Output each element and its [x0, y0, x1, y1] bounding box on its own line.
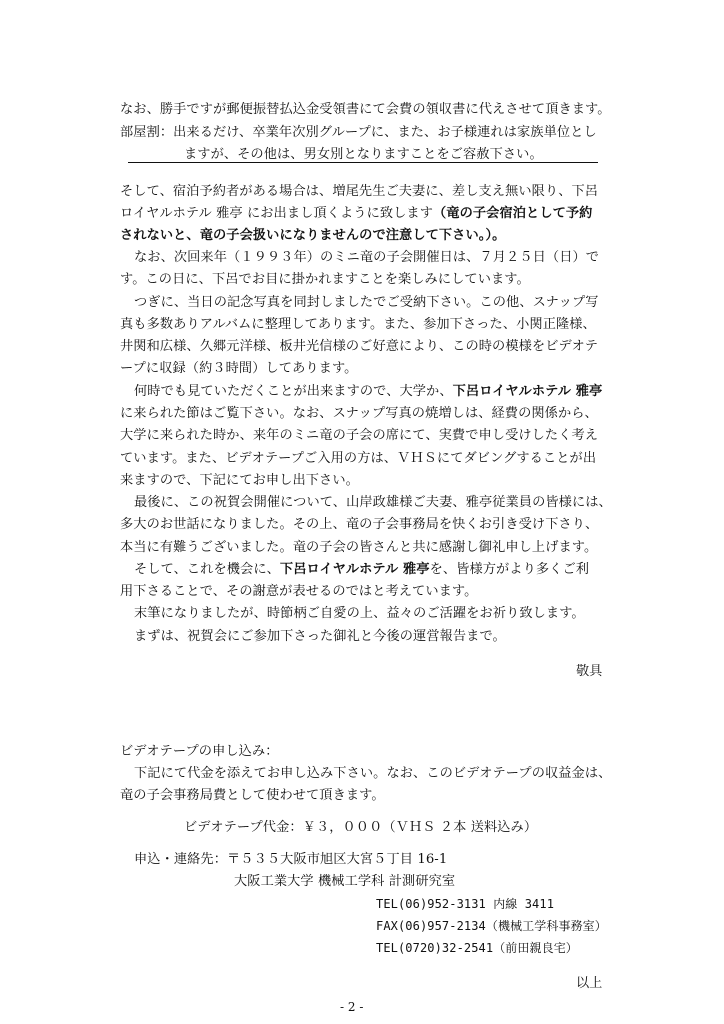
- video-line: 下記にて代金を添えてお申し込み下さい。なお、このビデオテープの収益金は、: [134, 766, 612, 781]
- body-line: 井関和広様、久郷元洋様、板井光信様のご好意により、この時の模様をビデオテ: [120, 339, 599, 354]
- body-line: す。この日に、下呂でお目に掛かれますことを楽しみにしています。: [120, 272, 530, 287]
- room-assignment-line-2: ますが、その他は、男女別となりますことをご容赦下さい。: [184, 147, 543, 162]
- body-line: 大学に来られた時か、来年のミニ竜の子会の席にて、実費で申し受けしたく考え: [120, 428, 599, 443]
- video-line: 竜の子会事務局費として使わせて頂きます。: [120, 788, 385, 803]
- body-text: を、皆様方がより多くご利: [429, 562, 590, 577]
- body-line: 用下さることで、その謝意が表せるのではと考えています。: [120, 584, 478, 599]
- section-divider: [128, 162, 598, 163]
- body-line: [134, 558, 589, 577]
- body-line: なお、次回来年（１９９３年）のミニ竜の子会開催日は、７月２５日（日）で: [134, 250, 600, 265]
- receipt-note: なお、勝手ですが郵便振替払込金受領書にて会費の領収書に代えさせて頂きます。: [120, 102, 611, 117]
- contact-address: 申込・連絡先：〒５３５大阪市旭区大宮５丁目 16-1: [134, 852, 448, 867]
- hotel-name: 下呂ロイヤルホテル 雅亭: [279, 562, 430, 577]
- body-line: 真も多数ありアルバムに整理してあります。また、参加下さった、小関正隆様、: [120, 317, 596, 332]
- contact-tel: TEL(06)952-3131 内線 3411: [376, 897, 555, 911]
- warning-text: されないと、竜の子会扱いになりませんので注意して下さい。）。: [120, 228, 506, 243]
- body-line: 末筆になりましたが、時節柄ご自愛の上、益々のご活躍をお祈り致します。: [134, 606, 585, 621]
- body-line: そして、宿泊予約者がある場合は、増尾先生ご夫妻に、差し支え無い限り、下呂: [120, 184, 599, 199]
- body-line: まずは、祝賀会にご参加下さった御礼と今後の運営報告まで。: [134, 629, 506, 644]
- body-line: [120, 202, 592, 221]
- contact-department: 大阪工業大学 機械工学科 計測研究室: [234, 874, 456, 889]
- body-text: 何時でも見ていただくことが出来ますので、大学か、: [134, 384, 453, 399]
- closing-ijou: 以上: [576, 976, 603, 991]
- body-text: ロイヤルホテル 雅亭 にお出まし頂くように致します: [120, 206, 434, 221]
- video-heading: ビデオテープの申し込み：: [120, 744, 279, 759]
- hotel-name: 下呂ロイヤルホテル 雅亭: [452, 384, 603, 399]
- page-number: - 2 -: [340, 1000, 364, 1014]
- body-line: 来ますので、下記にてお申し出下さい。: [120, 473, 359, 488]
- body-text: そして、これを機会に、: [134, 562, 280, 577]
- body-line: ています。また、ビデオテープご入用の方は、ＶＨＳにてダビングすることが出: [120, 451, 597, 466]
- body-line: ープに収録（約３時間）してあります。: [120, 361, 358, 376]
- body-line: 最後に、この祝賀会開催について、山岸政雄様ご夫妻、雅亭従業員の皆様には、: [134, 495, 612, 510]
- room-assignment-line-1: 部屋割：出来るだけ、卒業年次別グループに、また、お子様連れは家族単位とし: [120, 125, 597, 140]
- contact-fax: FAX(06)957-2134（機械工学科事務室）: [376, 919, 607, 933]
- body-line: に来られた節はご覧下さい。なお、スナップ写真の焼増しは、経費の関係から、: [120, 406, 598, 421]
- video-price: ビデオテープ代金：￥３，０００（ＶＨＳ ２本 送料込み）: [184, 820, 538, 835]
- body-line: つぎに、当日の記念写真を同封しましたでご受納下さい。この他、スナップ写: [134, 295, 599, 310]
- closing-keigu: 敬具: [576, 664, 603, 679]
- body-line: [134, 380, 602, 399]
- body-line: 多大のお世話になりました。その上、竜の子会事務局を快くお引き受け下さり、: [120, 517, 599, 532]
- body-line: 本当に有難うございました。竜の子会の皆さんと共に感謝し御礼申し上げます。: [120, 540, 598, 555]
- warning-text: （竜の子会宿泊として予約: [433, 206, 593, 221]
- contact-tel-home: TEL(0720)32-2541（前田親良宅）: [376, 941, 578, 955]
